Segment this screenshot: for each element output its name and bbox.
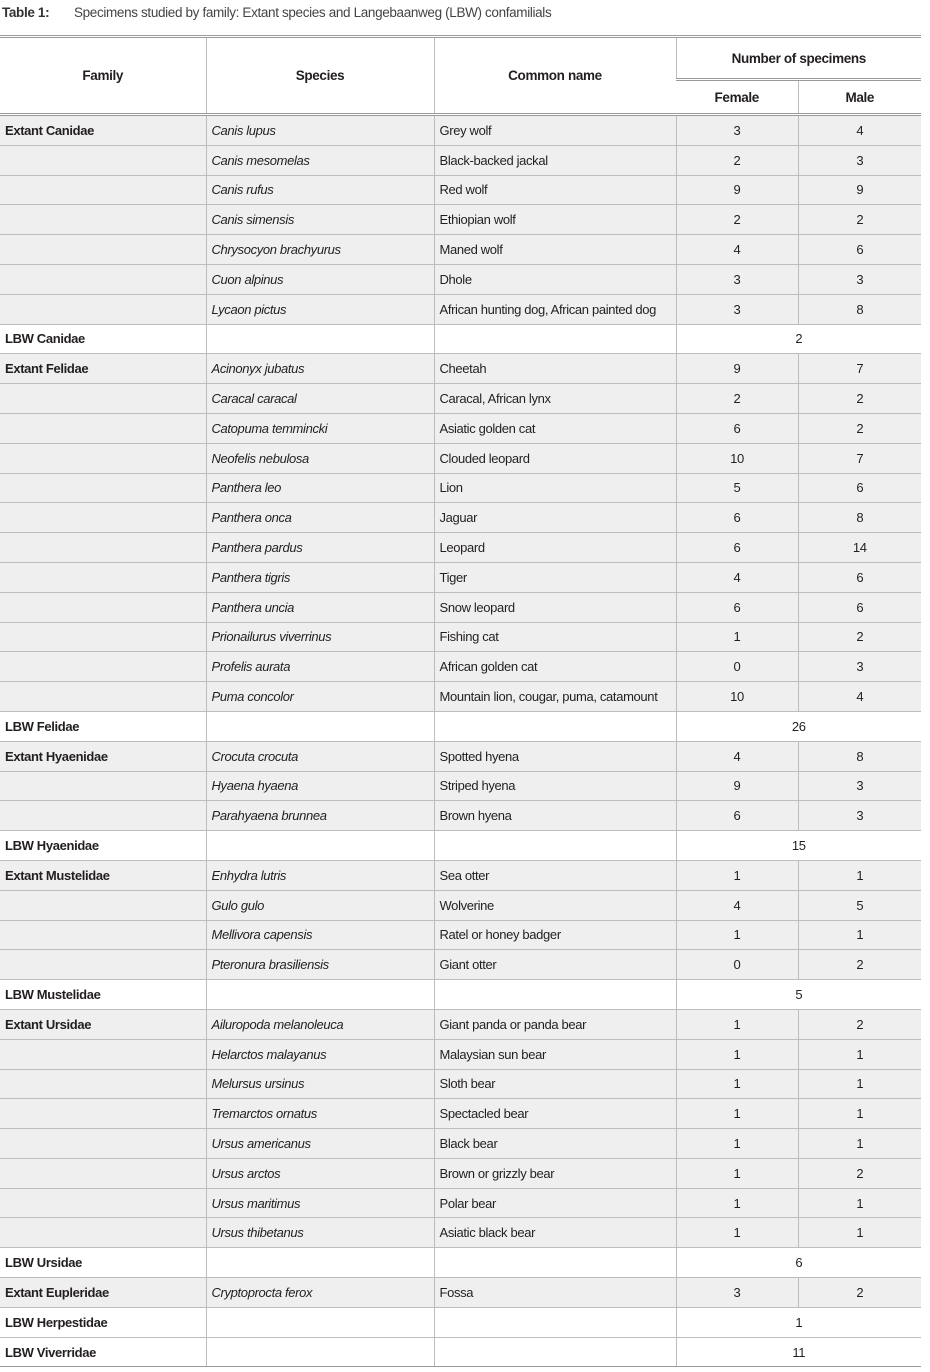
total-cell: 15 <box>676 831 921 861</box>
common-name-cell: Red wolf <box>434 175 676 205</box>
female-cell: 2 <box>676 205 798 235</box>
family-cell <box>0 294 206 324</box>
species-cell <box>206 711 434 741</box>
female-cell: 2 <box>676 145 798 175</box>
female-cell: 3 <box>676 294 798 324</box>
common-name-cell: Spotted hyena <box>434 741 676 771</box>
header-family: Family <box>0 37 206 115</box>
caption-text: Specimens studied by family: Extant species and Langebaanweg (LBW) confamilials <box>74 5 552 20</box>
female-cell: 1 <box>676 1099 798 1129</box>
family-cell <box>0 235 206 265</box>
table-row <box>0 592 921 622</box>
common-name-cell: Polar bear <box>434 1188 676 1218</box>
male-cell: 8 <box>798 503 921 533</box>
family-cell <box>0 622 206 652</box>
family-cell <box>0 1099 206 1129</box>
male-cell: 9 <box>798 175 921 205</box>
total-cell: 2 <box>676 324 921 354</box>
species-cell: Ursus maritimus <box>206 1188 434 1218</box>
common-name-cell: Fishing cat <box>434 622 676 652</box>
family-cell: LBW Ursidae <box>0 1248 206 1278</box>
family-cell <box>0 205 206 235</box>
species-cell: Ursus arctos <box>206 1158 434 1188</box>
female-cell: 1 <box>676 920 798 950</box>
common-name-cell: Sloth bear <box>434 1069 676 1099</box>
female-cell: 4 <box>676 890 798 920</box>
species-cell: Panthera onca <box>206 503 434 533</box>
common-name-cell <box>434 324 676 354</box>
table-row <box>0 1188 921 1218</box>
common-name-cell: Leopard <box>434 533 676 563</box>
family-cell <box>0 682 206 712</box>
species-cell: Pteronura brasiliensis <box>206 950 434 980</box>
common-name-cell: Black-backed jackal <box>434 145 676 175</box>
table-row <box>0 1278 921 1308</box>
female-cell: 2 <box>676 384 798 414</box>
common-name-cell: Maned wolf <box>434 235 676 265</box>
female-cell: 4 <box>676 741 798 771</box>
female-cell: 1 <box>676 1009 798 1039</box>
family-cell <box>0 473 206 503</box>
common-name-cell: Brown or grizzly bear <box>434 1158 676 1188</box>
table-row <box>0 950 921 980</box>
total-cell: 11 <box>676 1337 921 1367</box>
female-cell: 6 <box>676 533 798 563</box>
male-cell: 5 <box>798 890 921 920</box>
female-cell: 6 <box>676 413 798 443</box>
family-cell <box>0 1218 206 1248</box>
male-cell: 1 <box>798 1218 921 1248</box>
family-cell: LBW Mustelidae <box>0 980 206 1010</box>
common-name-cell: Jaguar <box>434 503 676 533</box>
family-cell: LBW Hyaenidae <box>0 831 206 861</box>
male-cell: 6 <box>798 592 921 622</box>
family-cell <box>0 145 206 175</box>
female-cell: 1 <box>676 1039 798 1069</box>
table-body <box>0 115 921 1367</box>
male-cell: 1 <box>798 860 921 890</box>
male-cell: 1 <box>798 1039 921 1069</box>
common-name-cell <box>434 831 676 861</box>
common-name-cell <box>434 711 676 741</box>
family-cell: Extant Eupleridae <box>0 1278 206 1308</box>
male-cell: 1 <box>798 1099 921 1129</box>
common-name-cell: Giant panda or panda bear <box>434 1009 676 1039</box>
family-cell <box>0 443 206 473</box>
male-cell: 2 <box>798 205 921 235</box>
common-name-cell: Wolverine <box>434 890 676 920</box>
family-cell <box>0 384 206 414</box>
total-cell: 5 <box>676 980 921 1010</box>
total-cell: 26 <box>676 711 921 741</box>
species-cell: Enhydra lutris <box>206 860 434 890</box>
table-row <box>0 473 921 503</box>
common-name-cell <box>434 1337 676 1367</box>
male-cell: 14 <box>798 533 921 563</box>
common-name-cell: Fossa <box>434 1278 676 1308</box>
species-cell: Cuon alpinus <box>206 264 434 294</box>
species-cell: Prionailurus viverrinus <box>206 622 434 652</box>
lbw-row <box>0 1307 921 1337</box>
species-cell: Caracal caracal <box>206 384 434 414</box>
species-cell: Gulo gulo <box>206 890 434 920</box>
female-cell: 9 <box>676 354 798 384</box>
species-cell: Hyaena hyaena <box>206 771 434 801</box>
male-cell: 3 <box>798 771 921 801</box>
species-cell: Puma concolor <box>206 682 434 712</box>
family-cell: LBW Canidae <box>0 324 206 354</box>
common-name-cell: Ethiopian wolf <box>434 205 676 235</box>
common-name-cell: Malaysian sun bear <box>434 1039 676 1069</box>
female-cell: 3 <box>676 264 798 294</box>
table-row <box>0 682 921 712</box>
table-row <box>0 294 921 324</box>
lbw-row <box>0 1337 921 1367</box>
table-row <box>0 1099 921 1129</box>
family-cell <box>0 413 206 443</box>
female-cell: 3 <box>676 1278 798 1308</box>
common-name-cell: Lion <box>434 473 676 503</box>
common-name-cell: Snow leopard <box>434 592 676 622</box>
species-cell: Tremarctos ornatus <box>206 1099 434 1129</box>
table-row <box>0 1069 921 1099</box>
species-cell: Parahyaena brunnea <box>206 801 434 831</box>
species-cell: Panthera leo <box>206 473 434 503</box>
species-cell: Ursus thibetanus <box>206 1218 434 1248</box>
common-name-cell: African golden cat <box>434 652 676 682</box>
table-row <box>0 503 921 533</box>
table-row <box>0 622 921 652</box>
table-row <box>0 145 921 175</box>
male-cell: 4 <box>798 115 921 146</box>
table-row <box>0 890 921 920</box>
common-name-cell: Brown hyena <box>434 801 676 831</box>
female-cell: 1 <box>676 622 798 652</box>
common-name-cell: Giant otter <box>434 950 676 980</box>
female-cell: 1 <box>676 1158 798 1188</box>
male-cell: 3 <box>798 264 921 294</box>
male-cell: 2 <box>798 950 921 980</box>
family-cell <box>0 503 206 533</box>
species-cell: Crocuta crocuta <box>206 741 434 771</box>
common-name-cell <box>434 980 676 1010</box>
common-name-cell: Striped hyena <box>434 771 676 801</box>
total-cell: 1 <box>676 1307 921 1337</box>
table-row <box>0 920 921 950</box>
species-cell: Acinonyx jubatus <box>206 354 434 384</box>
male-cell: 6 <box>798 473 921 503</box>
species-cell: Cryptoprocta ferox <box>206 1278 434 1308</box>
table-row <box>0 1039 921 1069</box>
species-cell: Canis mesomelas <box>206 145 434 175</box>
family-cell <box>0 1039 206 1069</box>
female-cell: 1 <box>676 1218 798 1248</box>
species-cell: Neofelis nebulosa <box>206 443 434 473</box>
common-name-cell: Asiatic black bear <box>434 1218 676 1248</box>
family-cell <box>0 1069 206 1099</box>
female-cell: 9 <box>676 175 798 205</box>
species-cell <box>206 1337 434 1367</box>
male-cell: 6 <box>798 562 921 592</box>
table-row <box>0 860 921 890</box>
species-cell: Panthera uncia <box>206 592 434 622</box>
family-cell: Extant Hyaenidae <box>0 741 206 771</box>
common-name-cell <box>434 1248 676 1278</box>
table-row <box>0 205 921 235</box>
species-cell <box>206 324 434 354</box>
table-row <box>0 1009 921 1039</box>
table-row <box>0 235 921 265</box>
species-cell: Ursus americanus <box>206 1129 434 1159</box>
specimens-table <box>0 35 921 1367</box>
common-name-cell: Asiatic golden cat <box>434 413 676 443</box>
female-cell: 0 <box>676 950 798 980</box>
table-row <box>0 264 921 294</box>
species-cell <box>206 831 434 861</box>
family-cell <box>0 801 206 831</box>
female-cell: 4 <box>676 235 798 265</box>
male-cell: 6 <box>798 235 921 265</box>
family-cell <box>0 1158 206 1188</box>
species-cell <box>206 1248 434 1278</box>
family-cell: LBW Viverridae <box>0 1337 206 1367</box>
female-cell: 3 <box>676 115 798 146</box>
total-cell: 6 <box>676 1248 921 1278</box>
family-cell: Extant Felidae <box>0 354 206 384</box>
header-number-of-specimens: Number of specimens <box>676 37 921 80</box>
male-cell: 2 <box>798 1009 921 1039</box>
common-name-cell: Ratel or honey badger <box>434 920 676 950</box>
header-species: Species <box>206 37 434 115</box>
male-cell: 3 <box>798 652 921 682</box>
table-row <box>0 443 921 473</box>
table-row <box>0 175 921 205</box>
species-cell: Canis lupus <box>206 115 434 146</box>
female-cell: 6 <box>676 503 798 533</box>
common-name-cell: Spectacled bear <box>434 1099 676 1129</box>
female-cell: 6 <box>676 801 798 831</box>
header-common-name: Common name <box>434 37 676 115</box>
species-cell: Chrysocyon brachyurus <box>206 235 434 265</box>
female-cell: 0 <box>676 652 798 682</box>
common-name-cell: Caracal, African lynx <box>434 384 676 414</box>
male-cell: 7 <box>798 354 921 384</box>
family-cell <box>0 771 206 801</box>
family-cell: Extant Canidae <box>0 115 206 146</box>
table-row <box>0 1129 921 1159</box>
family-cell <box>0 950 206 980</box>
table-row <box>0 771 921 801</box>
female-cell: 5 <box>676 473 798 503</box>
common-name-cell <box>434 1307 676 1337</box>
species-cell <box>206 980 434 1010</box>
species-cell: Canis simensis <box>206 205 434 235</box>
species-cell <box>206 1307 434 1337</box>
family-cell <box>0 562 206 592</box>
table-row <box>0 652 921 682</box>
male-cell: 2 <box>798 1158 921 1188</box>
table-caption <box>2 5 551 20</box>
family-cell <box>0 890 206 920</box>
common-name-cell: African hunting dog, African painted dog <box>434 294 676 324</box>
table-row <box>0 115 921 146</box>
family-cell: Extant Ursidae <box>0 1009 206 1039</box>
male-cell: 1 <box>798 1069 921 1099</box>
species-cell: Profelis aurata <box>206 652 434 682</box>
female-cell: 10 <box>676 682 798 712</box>
family-cell <box>0 175 206 205</box>
table-row <box>0 533 921 563</box>
common-name-cell: Black bear <box>434 1129 676 1159</box>
male-cell: 7 <box>798 443 921 473</box>
lbw-row <box>0 980 921 1010</box>
species-cell: Catopuma temmincki <box>206 413 434 443</box>
species-cell: Melursus ursinus <box>206 1069 434 1099</box>
table-row <box>0 562 921 592</box>
header-male: Male <box>798 80 921 115</box>
table-row <box>0 413 921 443</box>
female-cell: 1 <box>676 860 798 890</box>
caption-label: Table 1: <box>2 5 50 20</box>
male-cell: 3 <box>798 801 921 831</box>
table-row <box>0 384 921 414</box>
common-name-cell: Tiger <box>434 562 676 592</box>
lbw-row <box>0 831 921 861</box>
family-cell: Extant Mustelidae <box>0 860 206 890</box>
common-name-cell: Grey wolf <box>434 115 676 146</box>
female-cell: 4 <box>676 562 798 592</box>
family-cell <box>0 1129 206 1159</box>
table-row <box>0 1158 921 1188</box>
family-cell <box>0 1188 206 1218</box>
species-cell: Lycaon pictus <box>206 294 434 324</box>
species-cell: Ailuropoda melanoleuca <box>206 1009 434 1039</box>
family-cell: LBW Felidae <box>0 711 206 741</box>
species-cell: Panthera tigris <box>206 562 434 592</box>
lbw-row <box>0 324 921 354</box>
common-name-cell: Mountain lion, cougar, puma, catamount <box>434 682 676 712</box>
family-cell <box>0 920 206 950</box>
male-cell: 3 <box>798 145 921 175</box>
male-cell: 2 <box>798 1278 921 1308</box>
male-cell: 2 <box>798 384 921 414</box>
male-cell: 1 <box>798 1129 921 1159</box>
family-cell <box>0 533 206 563</box>
table-row <box>0 801 921 831</box>
lbw-row <box>0 1248 921 1278</box>
male-cell: 4 <box>798 682 921 712</box>
common-name-cell: Cheetah <box>434 354 676 384</box>
family-cell <box>0 264 206 294</box>
male-cell: 1 <box>798 920 921 950</box>
table-row <box>0 354 921 384</box>
common-name-cell: Sea otter <box>434 860 676 890</box>
common-name-cell: Clouded leopard <box>434 443 676 473</box>
female-cell: 1 <box>676 1129 798 1159</box>
species-cell: Canis rufus <box>206 175 434 205</box>
male-cell: 1 <box>798 1188 921 1218</box>
family-cell <box>0 592 206 622</box>
female-cell: 10 <box>676 443 798 473</box>
common-name-cell: Dhole <box>434 264 676 294</box>
table-row <box>0 1218 921 1248</box>
table-row <box>0 741 921 771</box>
species-cell: Panthera pardus <box>206 533 434 563</box>
species-cell: Mellivora capensis <box>206 920 434 950</box>
female-cell: 9 <box>676 771 798 801</box>
male-cell: 2 <box>798 622 921 652</box>
lbw-row <box>0 711 921 741</box>
female-cell: 1 <box>676 1069 798 1099</box>
species-cell: Helarctos malayanus <box>206 1039 434 1069</box>
male-cell: 8 <box>798 294 921 324</box>
family-cell <box>0 652 206 682</box>
male-cell: 8 <box>798 741 921 771</box>
male-cell: 2 <box>798 413 921 443</box>
header-female: Female <box>676 80 798 115</box>
female-cell: 6 <box>676 592 798 622</box>
family-cell: LBW Herpestidae <box>0 1307 206 1337</box>
female-cell: 1 <box>676 1188 798 1218</box>
